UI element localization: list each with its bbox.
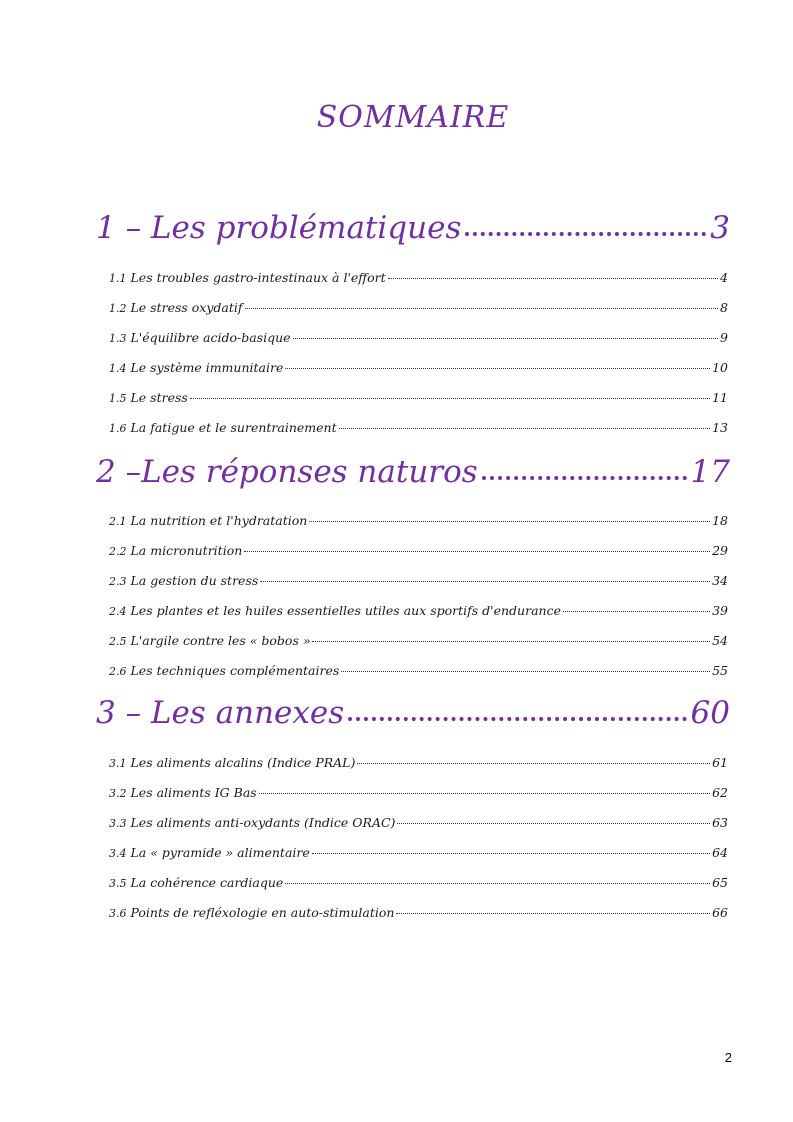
toc-entry[interactable]	[109, 419, 728, 438]
section-title: 3 – Les annexes	[96, 695, 345, 731]
entry-number: 2.2	[109, 545, 127, 558]
entry-title: Les plantes et les huiles essentielles utiles aux sportifs d'endurance	[130, 603, 561, 618]
entry-page-number: 29	[712, 543, 728, 558]
entry-title: La gestion du stress	[130, 573, 259, 588]
entry-page-number: 62	[712, 785, 728, 800]
page-number: 2	[724, 1050, 732, 1065]
toc-entry[interactable]	[109, 814, 728, 833]
entry-number: 1.1	[109, 272, 127, 285]
entry-number: 1.2	[109, 302, 127, 315]
dot-leader	[482, 470, 687, 480]
entry-page-number: 61	[712, 755, 728, 770]
entry-page-number: 18	[712, 513, 728, 528]
entry-number: 2.3	[109, 575, 127, 588]
dot-leader	[348, 711, 686, 721]
toc-entry[interactable]	[109, 904, 728, 923]
dot-leader	[285, 883, 710, 884]
entry-number: 2.1	[109, 515, 127, 528]
entry-title: Les aliments alcalins (Indice PRAL)	[130, 755, 356, 770]
entry-title: La fatigue et le surentrainement	[130, 420, 337, 435]
entry-page-number: 9	[720, 330, 728, 345]
dot-leader	[259, 793, 710, 794]
dot-leader	[563, 611, 710, 612]
toc-entry[interactable]	[109, 662, 728, 681]
dot-leader	[341, 671, 710, 672]
toc-entry[interactable]	[109, 632, 728, 651]
entry-number: 3.6	[109, 907, 127, 920]
page-title: SOMMAIRE	[316, 100, 510, 135]
toc-entry[interactable]	[109, 844, 728, 863]
toc-entry[interactable]	[109, 512, 728, 531]
section-title: 2 –Les réponses naturos	[96, 454, 478, 490]
entry-title: La nutrition et l'hydratation	[130, 513, 308, 528]
section-page-number: 60	[690, 695, 730, 731]
dot-leader	[260, 581, 710, 582]
entry-number: 2.6	[109, 665, 127, 678]
entry-title: Les techniques complémentaires	[130, 663, 340, 678]
entry-page-number: 34	[712, 573, 728, 588]
entry-title: Le système immunitaire	[130, 360, 284, 375]
entry-page-number: 66	[712, 905, 728, 920]
entry-title: L'équilibre acido-basique	[130, 330, 291, 345]
entry-number: 1.4	[109, 362, 127, 375]
toc-entry[interactable]	[109, 572, 728, 591]
entry-page-number: 63	[712, 815, 728, 830]
toc-entry[interactable]	[109, 299, 728, 318]
dot-leader	[339, 428, 710, 429]
entry-number: 2.5	[109, 635, 127, 648]
entry-page-number: 54	[712, 633, 728, 648]
entry-page-number: 64	[712, 845, 728, 860]
dot-leader	[244, 551, 710, 552]
dot-leader	[190, 398, 710, 399]
toc-entry[interactable]	[109, 359, 728, 378]
dot-leader	[245, 308, 719, 309]
entry-title: Le stress	[130, 390, 188, 405]
dot-leader	[357, 763, 710, 764]
dot-leader	[397, 823, 710, 824]
entry-number: 3.2	[109, 787, 127, 800]
dot-leader	[285, 368, 710, 369]
entry-page-number: 55	[712, 663, 728, 678]
entry-title: Les aliments IG Bas	[130, 785, 257, 800]
entry-number: 3.3	[109, 817, 127, 830]
toc-entry[interactable]	[109, 784, 728, 803]
entry-page-number: 39	[712, 603, 728, 618]
entry-title: Les aliments anti-oxydants (Indice ORAC)	[130, 815, 396, 830]
toc-section-heading[interactable]	[96, 208, 730, 248]
entry-page-number: 65	[712, 875, 728, 890]
section-title: 1 – Les problématiques	[96, 210, 462, 246]
toc-entry[interactable]	[109, 874, 728, 893]
section-page-number: 3	[710, 210, 730, 246]
entry-title: La « pyramide » alimentaire	[130, 845, 310, 860]
dot-leader	[312, 641, 710, 642]
dot-leader	[388, 278, 718, 279]
toc-entry[interactable]	[109, 389, 728, 408]
entry-page-number: 8	[720, 300, 728, 315]
entry-page-number: 11	[712, 390, 728, 405]
entry-title: La cohérence cardiaque	[130, 875, 284, 890]
entry-title: Le stress oxydatif	[130, 300, 243, 315]
toc-entry[interactable]	[109, 269, 728, 288]
toc-section-heading[interactable]	[96, 452, 730, 492]
entry-page-number: 4	[720, 270, 728, 285]
dot-leader	[293, 338, 719, 339]
entry-title: La micronutrition	[130, 543, 243, 558]
entry-page-number: 13	[712, 420, 728, 435]
entry-number: 3.4	[109, 847, 127, 860]
toc-entry[interactable]	[109, 329, 728, 348]
toc-entry[interactable]	[109, 602, 728, 621]
toc-section-heading[interactable]	[96, 693, 730, 733]
entry-page-number: 10	[712, 360, 728, 375]
entry-number: 1.5	[109, 392, 127, 405]
entry-number: 2.4	[109, 605, 127, 618]
entry-title: Les troubles gastro-intestinaux à l'effort	[130, 270, 386, 285]
section-page-number: 17	[690, 454, 730, 490]
dot-leader	[312, 853, 710, 854]
entry-number: 1.6	[109, 422, 127, 435]
toc-entry[interactable]	[109, 754, 728, 773]
dot-leader	[309, 521, 710, 522]
entry-number: 3.1	[109, 757, 127, 770]
entry-number: 3.5	[109, 877, 127, 890]
toc-entry[interactable]	[109, 542, 728, 561]
entry-title: L'argile contre les « bobos »	[130, 633, 311, 648]
entry-number: 1.3	[109, 332, 127, 345]
entry-title: Points de refléxologie en auto-stimulation	[130, 905, 395, 920]
dot-leader	[396, 913, 710, 914]
dot-leader	[465, 226, 706, 236]
